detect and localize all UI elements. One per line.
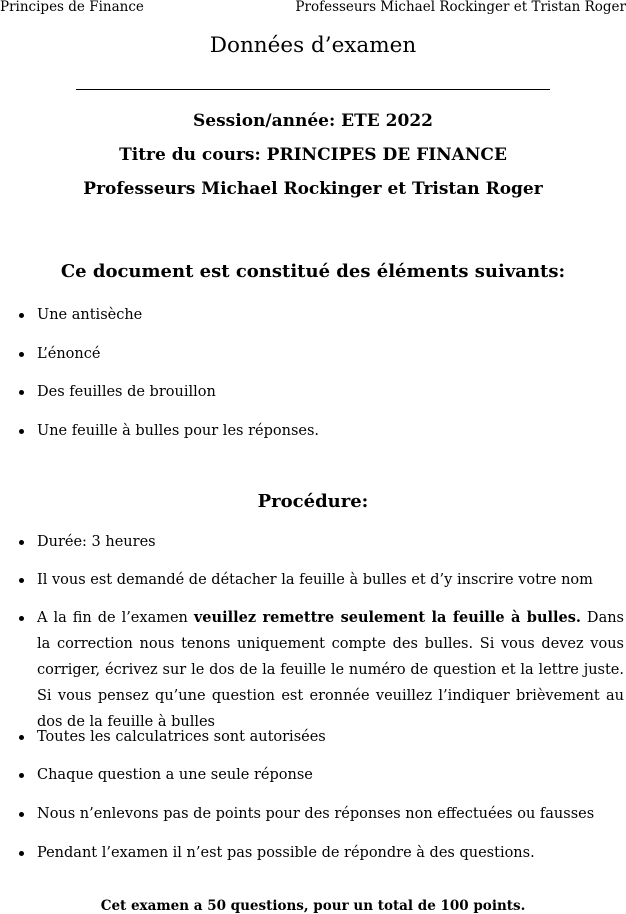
list-item-text: Nous n’enlevons pas de points pour des réponses non effectuées ou fausses <box>37 806 595 822</box>
bullet-icon <box>19 352 24 357</box>
bullet-icon <box>19 540 24 545</box>
list-item-text: Chaque question a une seule réponse <box>37 767 313 783</box>
list-item <box>37 802 626 826</box>
exam-summary-footer: Cet examen a 50 questions, pour un total de 100 points. <box>100 898 526 914</box>
bullet-icon <box>19 735 24 740</box>
procedure-heading: Procédure: <box>257 491 369 512</box>
list-item-text-rest: Dans la correction nous tenons uniquement compte des bulles. Si vous devez vous corriger, écrivez sur le dos de la feuille le numéro de question et la lettre juste. Si vous pensez qu’une question est eronnée veuillez l’indiquer brièvement au dos de la feuille à bulles <box>37 610 624 730</box>
list-item-text-emphasis: veuillez remettre seulement la feuille à bulles. <box>193 609 581 626</box>
bullet-icon <box>19 616 24 621</box>
running-header-right: Professeurs Michael Rockinger et Tristan Roger <box>295 0 626 15</box>
list-item <box>37 342 626 366</box>
course-title-line: Titre du cours: PRINCIPES DE FINANCE <box>119 145 507 165</box>
list-item <box>37 530 626 554</box>
contents-heading: Ce document est constitué des éléments suivants: <box>60 261 566 282</box>
list-item-text: Une feuille à bulles pour les réponses. <box>37 423 320 439</box>
list-item <box>37 725 626 749</box>
list-item <box>37 419 626 443</box>
list-item-text: Une antisèche <box>37 307 143 323</box>
professors-line: Professeurs Michael Rockinger et Tristan Roger <box>83 179 543 199</box>
list-item <box>37 568 626 592</box>
title-divider <box>76 89 550 90</box>
list-item-text: Durée: 3 heures <box>37 534 156 550</box>
list-item-text: Toutes les calculatrices sont autorisées <box>37 729 326 745</box>
list-item <box>37 841 626 865</box>
list-item-text: Pendant l’examen il n’est pas possible de répondre à des questions. <box>37 845 535 861</box>
list-item-text-lead: A la fin de l’examen <box>37 610 194 626</box>
bullet-icon <box>19 851 24 856</box>
list-item <box>37 303 626 327</box>
bullet-icon <box>19 390 24 395</box>
list-item <box>37 763 626 787</box>
list-item <box>37 380 626 404</box>
list-item-text: Il vous est demandé de détacher la feuille à bulles et d’y inscrire votre nom <box>37 572 593 588</box>
bullet-icon <box>19 313 24 318</box>
bullet-icon <box>19 578 24 583</box>
session-line: Session/année: ETE 2022 <box>193 111 433 131</box>
list-item <box>37 605 624 735</box>
bullet-icon <box>19 773 24 778</box>
bullet-icon <box>19 429 24 434</box>
running-header-left: Principes de Finance <box>0 0 144 15</box>
bullet-icon <box>19 812 24 817</box>
list-item-text: L’énoncé <box>37 346 101 362</box>
list-item-text: Des feuilles de brouillon <box>37 384 216 400</box>
page-title: Données d’examen <box>209 33 417 58</box>
